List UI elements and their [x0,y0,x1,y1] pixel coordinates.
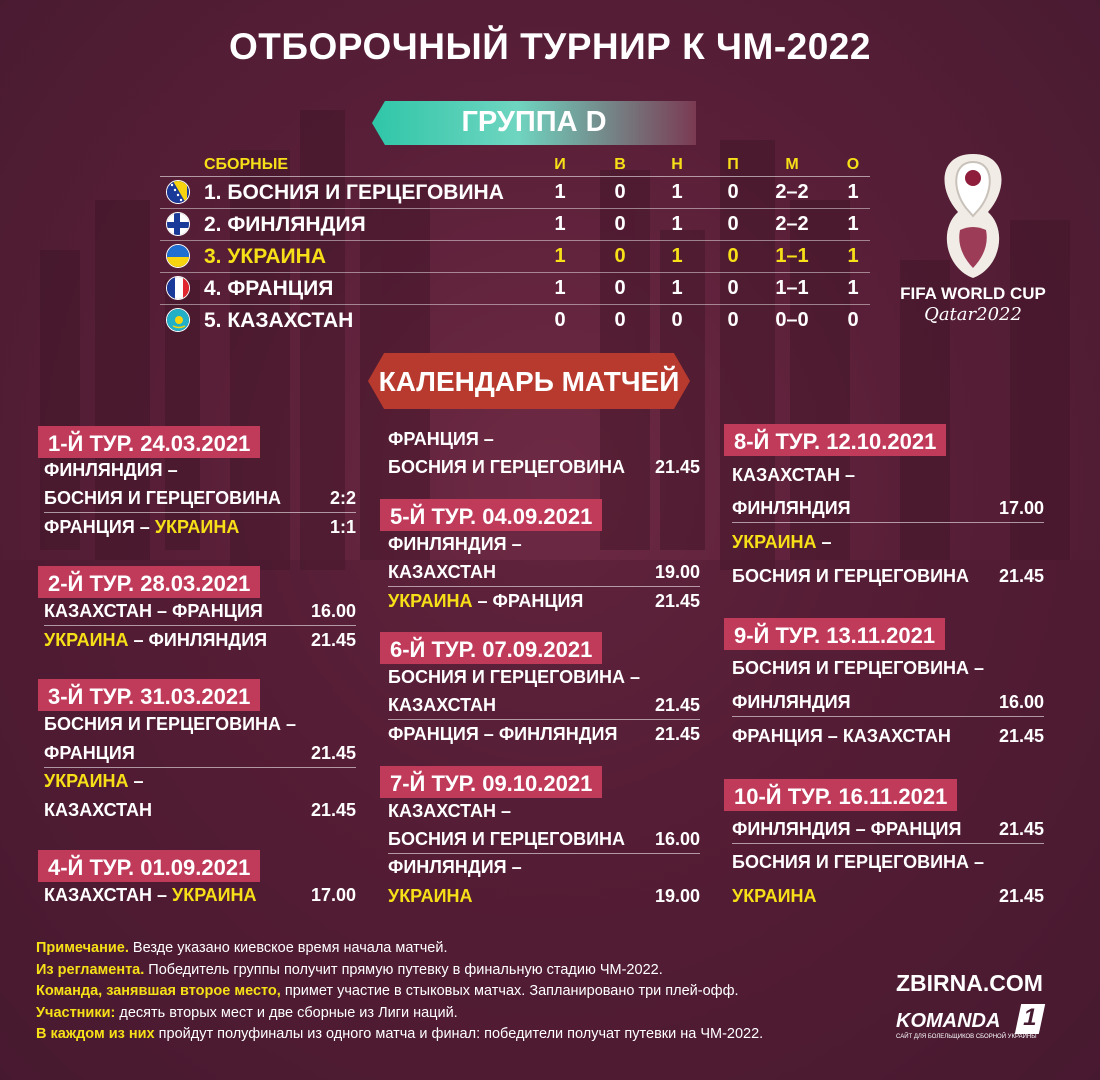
match-line [44,767,356,795]
match-line [732,461,1044,489]
header-losses: П [727,156,739,173]
losses: 0 [727,181,739,203]
ukraine-team: УКРАИНА [154,517,240,537]
match-time: 21.45 [654,591,700,611]
match-line [388,530,700,558]
standings-table [160,152,870,336]
ukraine-team: УКРАИНА [732,532,817,552]
team-name: 4. ФРАНЦИЯ [204,277,334,300]
wins: 0 [614,245,626,267]
match-time: 21.45 [998,726,1044,746]
match-line [388,882,700,910]
team-name: 5. КАЗАХСТАН [204,309,354,332]
match-line [388,825,700,854]
match-line [388,558,700,587]
brand-subtitle: САЙТ ДЛЯ БОЛЕЛЬЩИКОВ СБОРНОЙ УКРАИНЫ [896,1034,1037,1040]
match-time: 17.00 [998,498,1044,518]
note-key: Участники: [36,1004,116,1021]
tour-4-label: 4-Й ТУР. 01.09.2021 [38,850,260,882]
wins: 0 [614,277,626,299]
wins: 0 [614,213,626,235]
tour-9-label: 9-Й ТУР. 13.11.2021 [724,618,945,650]
games: 0 [554,309,566,331]
wins: 0 [614,309,626,331]
points: 1 [847,277,859,299]
match-time: 21.45 [998,566,1044,586]
match-time: 21.45 [310,630,356,650]
standings-row [160,177,870,209]
match-line [44,881,356,909]
match-line [44,456,356,484]
match-line [388,587,700,615]
match-line [44,513,356,541]
match-teams: БОСНИЯ И ГЕРЦЕГОВИНА [44,488,282,508]
header-wins: В [614,156,626,173]
goals: 0–0 [775,309,809,331]
match-time: 19.00 [654,886,700,906]
match-teams: КАЗАХСТАН [44,800,152,820]
tour-2-label: 2-Й ТУР. 28.03.2021 [38,566,260,598]
standings-header [160,152,870,177]
match-teams: ФРАНЦИЯ – [388,429,494,449]
draws: 1 [671,181,683,203]
note-line [36,962,896,984]
team-name: 1. БОСНИЯ И ГЕРЦЕГОВИНА [204,181,504,204]
header-team: СБОРНЫЕ [204,156,289,173]
match-time: 21.45 [310,800,356,820]
group-banner [372,101,696,145]
match-teams: – [128,771,144,791]
match-teams: ФРАНЦИЯ – [44,517,155,537]
group-label: ГРУППА D [461,106,607,138]
team-name: 2. ФИНЛЯНДИЯ [204,213,366,236]
match-line [388,720,700,748]
match-line [44,710,356,738]
goals: 1–1 [775,277,809,299]
games: 1 [554,277,566,299]
match-line [44,796,356,824]
losses: 0 [727,277,739,299]
match-teams: КАЗАХСТАН – [388,801,512,821]
match-time: 21.45 [310,743,356,763]
note-text: десять вторых мест и две сборные из Лиги наций. [115,1004,458,1021]
match-line [732,722,1044,750]
komanda-logo [896,1004,1046,1042]
ukraine-team: УКРАИНА [732,886,817,906]
calendar-title: КАЛЕНДАРЬ МАТЧЕЙ [378,366,680,397]
draws: 1 [671,277,683,299]
match-line [388,453,700,481]
match-time: 21.45 [998,819,1044,839]
header-goals: М [785,156,799,173]
games: 1 [554,245,566,267]
losses: 0 [727,309,739,331]
match-teams: КАЗАХСТАН [388,695,496,715]
goals: 1–1 [775,245,809,267]
calendar-banner [368,353,690,409]
match-line [388,797,700,825]
standings-row [160,273,870,305]
kazakhstan-flag-icon [166,308,190,332]
tour-6-label: 6-Й ТУР. 07.09.2021 [380,632,602,664]
note-line [36,940,896,962]
brand-name: KOMANDA [896,1010,1001,1032]
match-line [388,425,700,453]
match-line [732,562,1044,590]
match-teams: БОСНИЯ И ГЕРЦЕГОВИНА – [388,667,641,687]
match-time: 17.00 [310,885,356,905]
wins: 0 [614,181,626,203]
match-line [732,815,1044,844]
match-time: 21.45 [998,886,1044,906]
match-teams: ФИНЛЯНДИЯ – ФРАНЦИЯ [732,819,962,839]
match-teams: ФРАНЦИЯ – КАЗАХСТАН [732,726,951,746]
match-line [732,654,1044,682]
note-line [36,1026,896,1048]
note-key: Из регламента. [36,961,145,978]
note-text: пройдут полуфиналы из одного матча и финал: победители получат путевки на ЧМ-2022. [154,1026,764,1042]
note-text: примет участие в стыковых матчах. Запланировано три плей-офф. [280,983,739,999]
match-teams: БОСНИЯ И ГЕРЦЕГОВИНА – [732,852,985,872]
match-teams: – ФИНЛЯНДИЯ [128,630,268,650]
ukraine-team: УКРАИНА [44,771,129,791]
match-teams: БОСНИЯ И ГЕРЦЕГОВИНА [388,457,626,477]
header-games: И [554,156,566,173]
tour-10-label: 10-Й ТУР. 16.11.2021 [724,779,957,811]
standings-row [160,305,870,336]
match-teams: КАЗАХСТАН – [44,885,173,905]
match-teams: ФИНЛЯНДИЯ – [388,857,522,877]
bosnia-flag-icon [166,180,190,204]
match-teams: КАЗАХСТАН – [732,465,856,485]
footnotes [36,940,896,1048]
match-line [732,848,1044,876]
ukraine-team: УКРАИНА [44,630,129,650]
note-text: Победитель группы получит прямую путевку в финальную стадию ЧМ-2022. [144,961,663,978]
draws: 1 [671,213,683,235]
match-line [732,882,1044,910]
match-line [732,528,1044,556]
losses: 0 [727,245,739,267]
match-line [44,626,356,654]
match-line [732,494,1044,523]
match-line [44,484,356,513]
points: 1 [847,181,859,203]
ukraine-team: УКРАИНА [172,885,257,905]
match-teams: ФИНЛЯНДИЯ [732,498,851,518]
match-line [44,597,356,626]
match-teams: ФИНЛЯНДИЯ – [44,460,178,480]
page-title: ОТБОРОЧНЫЙ ТУРНИР К ЧМ-2022 [229,26,871,67]
draws: 1 [671,245,683,267]
team-name: 3. УКРАИНА [204,245,326,268]
tour-1-label: 1-Й ТУР. 24.03.2021 [38,426,260,458]
losses: 0 [727,213,739,235]
match-teams: БОСНИЯ И ГЕРЦЕГОВИНА [388,829,626,849]
match-line [388,853,700,881]
match-teams: БОСНИЯ И ГЕРЦЕГОВИНА – [732,658,985,678]
site-url[interactable]: ZBIRNA.COM [896,970,1043,996]
match-time: 21.45 [654,724,700,744]
match-line [732,688,1044,717]
draws: 0 [671,309,683,331]
match-time: 19.00 [654,562,700,582]
match-time: 21.45 [654,695,700,715]
ukraine-flag-icon [166,244,190,268]
standings-row-highlighted [160,241,870,273]
world-cup-subtitle: Qatar2022 [924,304,1022,325]
world-cup-title: FIFA WORLD CUP [900,284,1046,303]
match-score: 2:2 [329,488,356,508]
points: 1 [847,245,859,267]
goals: 2–2 [775,181,809,203]
match-line [44,739,356,768]
ukraine-team: УКРАИНА [388,886,473,906]
match-time: 16.00 [998,692,1044,712]
goals: 2–2 [775,213,809,235]
note-key: Примечание. [36,940,129,956]
match-teams: БОСНИЯ И ГЕРЦЕГОВИНА [732,566,970,586]
header-points: О [846,156,860,173]
tour-5-label: 5-Й ТУР. 04.09.2021 [380,499,602,531]
note-text: Везде указано киевское время начала матчей. [128,940,448,956]
match-teams: ФРАНЦИЯ [44,743,135,763]
tour-7-label: 7-Й ТУР. 09.10.2021 [380,766,602,798]
match-teams: КАЗАХСТАН [388,562,496,582]
brand-number: 1 [1015,1004,1045,1034]
match-teams: КАЗАХСТАН – ФРАНЦИЯ [44,601,263,621]
note-key: В каждом из них [36,1026,155,1042]
tour-8-label: 8-Й ТУР. 12.10.2021 [724,424,946,456]
match-teams: – [816,532,832,552]
match-line [388,691,700,720]
header-draws: Н [671,156,683,173]
match-time: 16.00 [310,601,356,621]
games: 1 [554,181,566,203]
ukraine-team: УКРАИНА [388,591,473,611]
match-time: 21.45 [654,457,700,477]
match-line [388,663,700,691]
points: 1 [847,213,859,235]
match-teams: ФИНЛЯНДИЯ – [388,534,522,554]
match-teams: – ФРАНЦИЯ [472,591,584,611]
games: 1 [554,213,566,235]
standings-row [160,209,870,241]
tour-3-label: 3-Й ТУР. 31.03.2021 [38,679,260,711]
finland-flag-icon [166,212,190,236]
match-teams: ФИНЛЯНДИЯ [732,692,851,712]
match-score: 1:1 [329,517,356,537]
note-line [36,1005,896,1027]
note-key: Команда, занявшая второе место, [36,983,281,999]
note-line [36,983,896,1005]
match-time: 16.00 [654,829,700,849]
match-teams: БОСНИЯ И ГЕРЦЕГОВИНА – [44,714,297,734]
match-teams: ФРАНЦИЯ – ФИНЛЯНДИЯ [388,724,618,744]
france-flag-icon [166,276,190,300]
points: 0 [847,309,859,331]
